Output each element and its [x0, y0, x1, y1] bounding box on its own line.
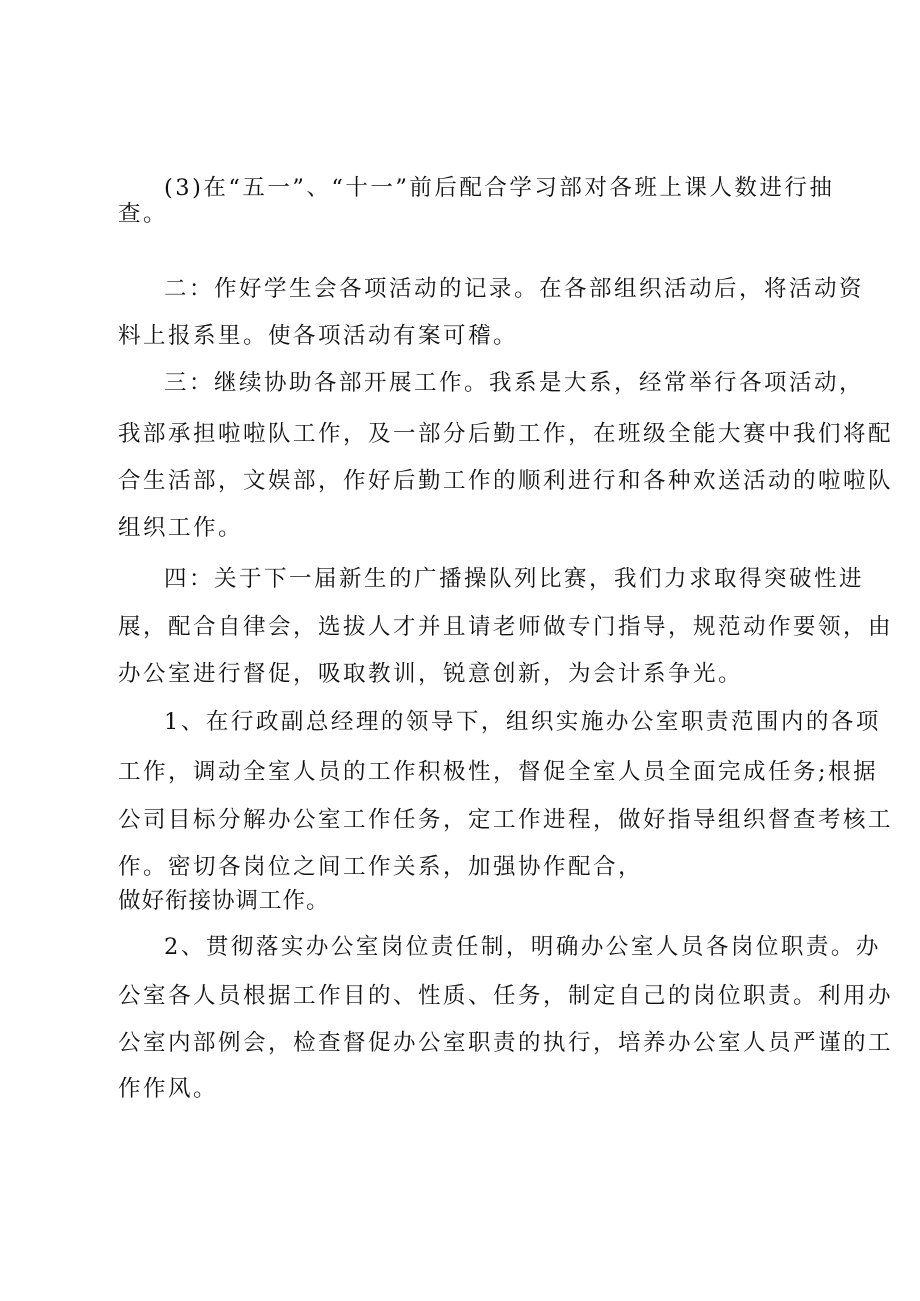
paragraph-3-line-3: 合生活部，文娱部，作好后勤工作的顺利进行和各种欢送活动的啦啦队 [118, 468, 894, 494]
paragraph-6-line-2: 公室各人员根据工作目的、性质、任务，制定自己的岗位职责。利用办 [118, 983, 894, 1009]
paragraph-3-line-1: 三：继续协助各部开展工作。我系是大系，经常举行各项活动， [164, 370, 865, 396]
paragraph-2-line-2: 料上报系里。使各项活动有案可稽。 [118, 323, 519, 349]
paragraph-3-line-2: 我部承担啦啦队工作，及一部分后勤工作，在班级全能大赛中我们将配 [118, 421, 894, 447]
paragraph-4-line-1: 四：关于下一届新生的广播操队列比赛，我们力求取得突破性进 [164, 566, 865, 592]
paragraph-3-line-4: 组织工作。 [118, 515, 244, 541]
paragraph-6-line-4: 作作风。 [118, 1076, 219, 1102]
paragraph-4-line-3: 办公室进行督促，吸取教训，锐意创新，为会计系争光。 [118, 661, 744, 687]
paragraph-4-line-2: 展，配合自律会，选拔人才并且请老师做专门指导，规范动作要领，由 [118, 614, 894, 640]
paragraph-5-line-4: 作。密切各岗位之间工作关系，加强协作配合， [118, 854, 644, 880]
paragraph-1-line-2: 查。 [118, 201, 169, 227]
paragraph-5-line-2: 工作，调动全室人员的工作积极性，督促全室人员全面完成任务;根据 [118, 759, 879, 785]
paragraph-5-line-5: 做好衔接协调工作。 [118, 888, 330, 914]
paragraph-6-line-1: 2、贯彻落实办公室岗位责任制，明确办公室人员各岗位职责。办 [164, 934, 881, 960]
paragraph-5-line-1: 1、在行政副总经理的领导下，组织实施办公室职责范围内的各项 [164, 709, 881, 735]
paragraph-1-line-1: (3)在“五一”、“十一”前后配合学习部对各班上课人数进行抽 [164, 175, 835, 201]
paragraph-6-line-3: 公室内部例会，检查督促办公室职责的执行，培养办公室人员严谨的工 [118, 1030, 894, 1056]
paragraph-5-line-3: 公司目标分解办公室工作任务，定工作进程，做好指导组织督查考核工 [118, 807, 894, 833]
paragraph-2-line-1: 二：作好学生会各项活动的记录。在各部组织活动后，将活动资 [164, 276, 865, 302]
